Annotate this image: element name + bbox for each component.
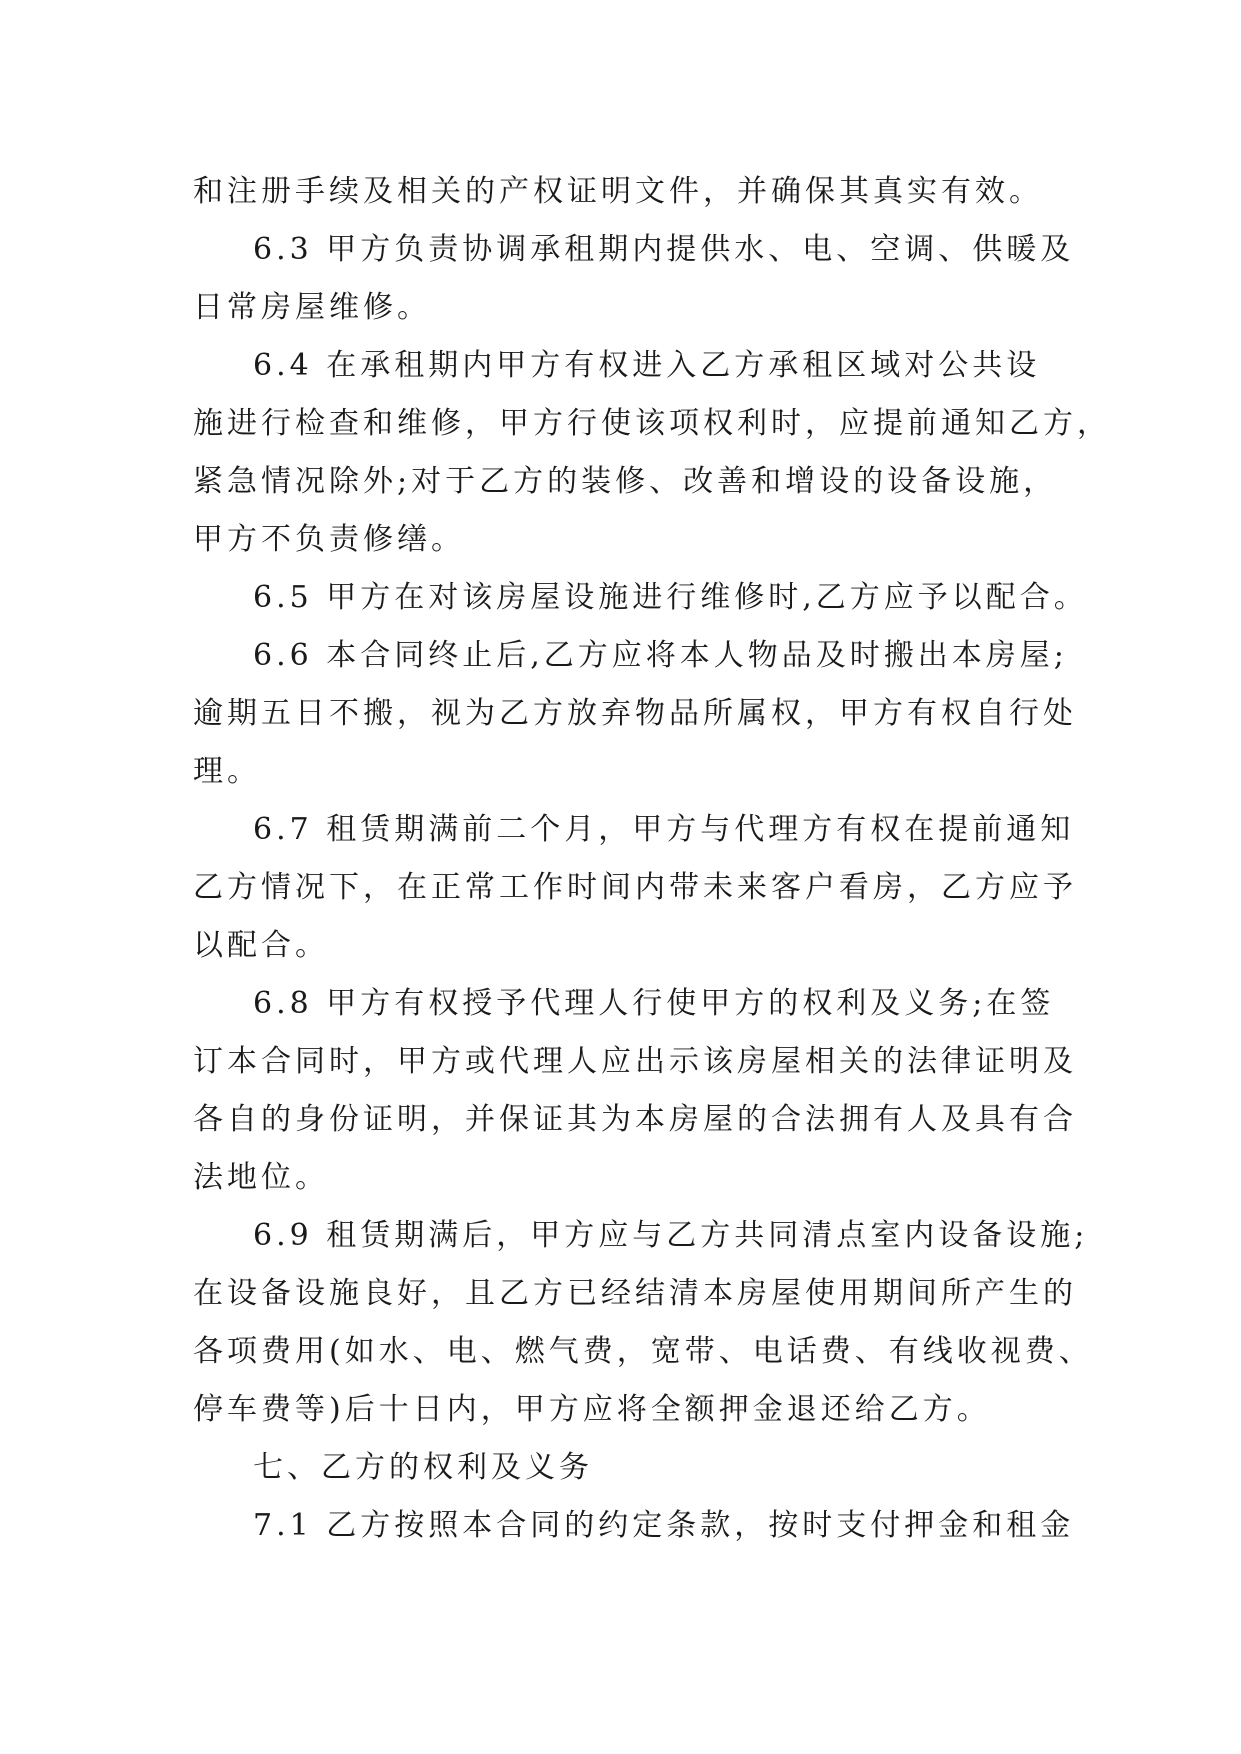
text-line: 逾期五日不搬，视为乙方放弃物品所属权，甲方有权自行处 (193, 696, 1077, 731)
text-line: 7.1 乙方按照本合同的约定条款，按时支付押金和租金 (253, 1508, 1075, 1543)
text-line: 理。 (193, 754, 261, 789)
text-line: 6.4 在承租期内甲方有权进入乙方承租区域对公共设 (253, 348, 1041, 383)
text-line: 6.7 租赁期满前二个月，甲方与代理方有权在提前通知 (253, 812, 1075, 847)
text-line: 6.3 甲方负责协调承租期内提供水、电、空调、供暖及 (253, 232, 1075, 267)
text-line: 在设备设施良好，且乙方已经结清本房屋使用期间所产生的 (193, 1276, 1077, 1311)
text-line: 6.6 本合同终止后,乙方应将本人物品及时搬出本房屋; (253, 638, 1068, 673)
text-line: 各项费用(如水、电、燃气费，宽带、电话费、有线收视费、 (193, 1334, 1093, 1369)
section-heading: 七、乙方的权利及义务 (253, 1450, 593, 1485)
text-line: 停车费等)后十日内，甲方应将全额押金退还给乙方。 (193, 1392, 991, 1427)
text-line: 法地位。 (193, 1160, 329, 1195)
text-line: 以配合。 (193, 928, 329, 963)
text-line: 和注册手续及相关的产权证明文件，并确保其真实有效。 (193, 174, 1043, 209)
text-line: 甲方不负责修缮。 (193, 522, 465, 557)
text-line: 紧急情况除外;对于乙方的装修、改善和增设的设备设施， (193, 464, 1058, 499)
text-line: 订本合同时，甲方或代理人应出示该房屋相关的法律证明及 (193, 1044, 1077, 1079)
text-line: 6.9 租赁期满后，甲方应与乙方共同清点室内设备设施; (253, 1218, 1089, 1253)
text-line: 6.5 甲方在对该房屋设施进行维修时,乙方应予以配合。 (253, 580, 1088, 615)
text-line: 各自的身份证明，并保证其为本房屋的合法拥有人及具有合 (193, 1102, 1077, 1137)
text-line: 乙方情况下，在正常工作时间内带未来客户看房，乙方应予 (193, 870, 1077, 905)
text-line: 日常房屋维修。 (193, 290, 431, 325)
text-line: 6.8 甲方有权授予代理人行使甲方的权利及义务;在签 (253, 986, 1055, 1021)
document-body (193, 163, 1111, 1555)
text-line: 施进行检查和维修，甲方行使该项权利时，应提前通知乙方， (193, 406, 1111, 441)
